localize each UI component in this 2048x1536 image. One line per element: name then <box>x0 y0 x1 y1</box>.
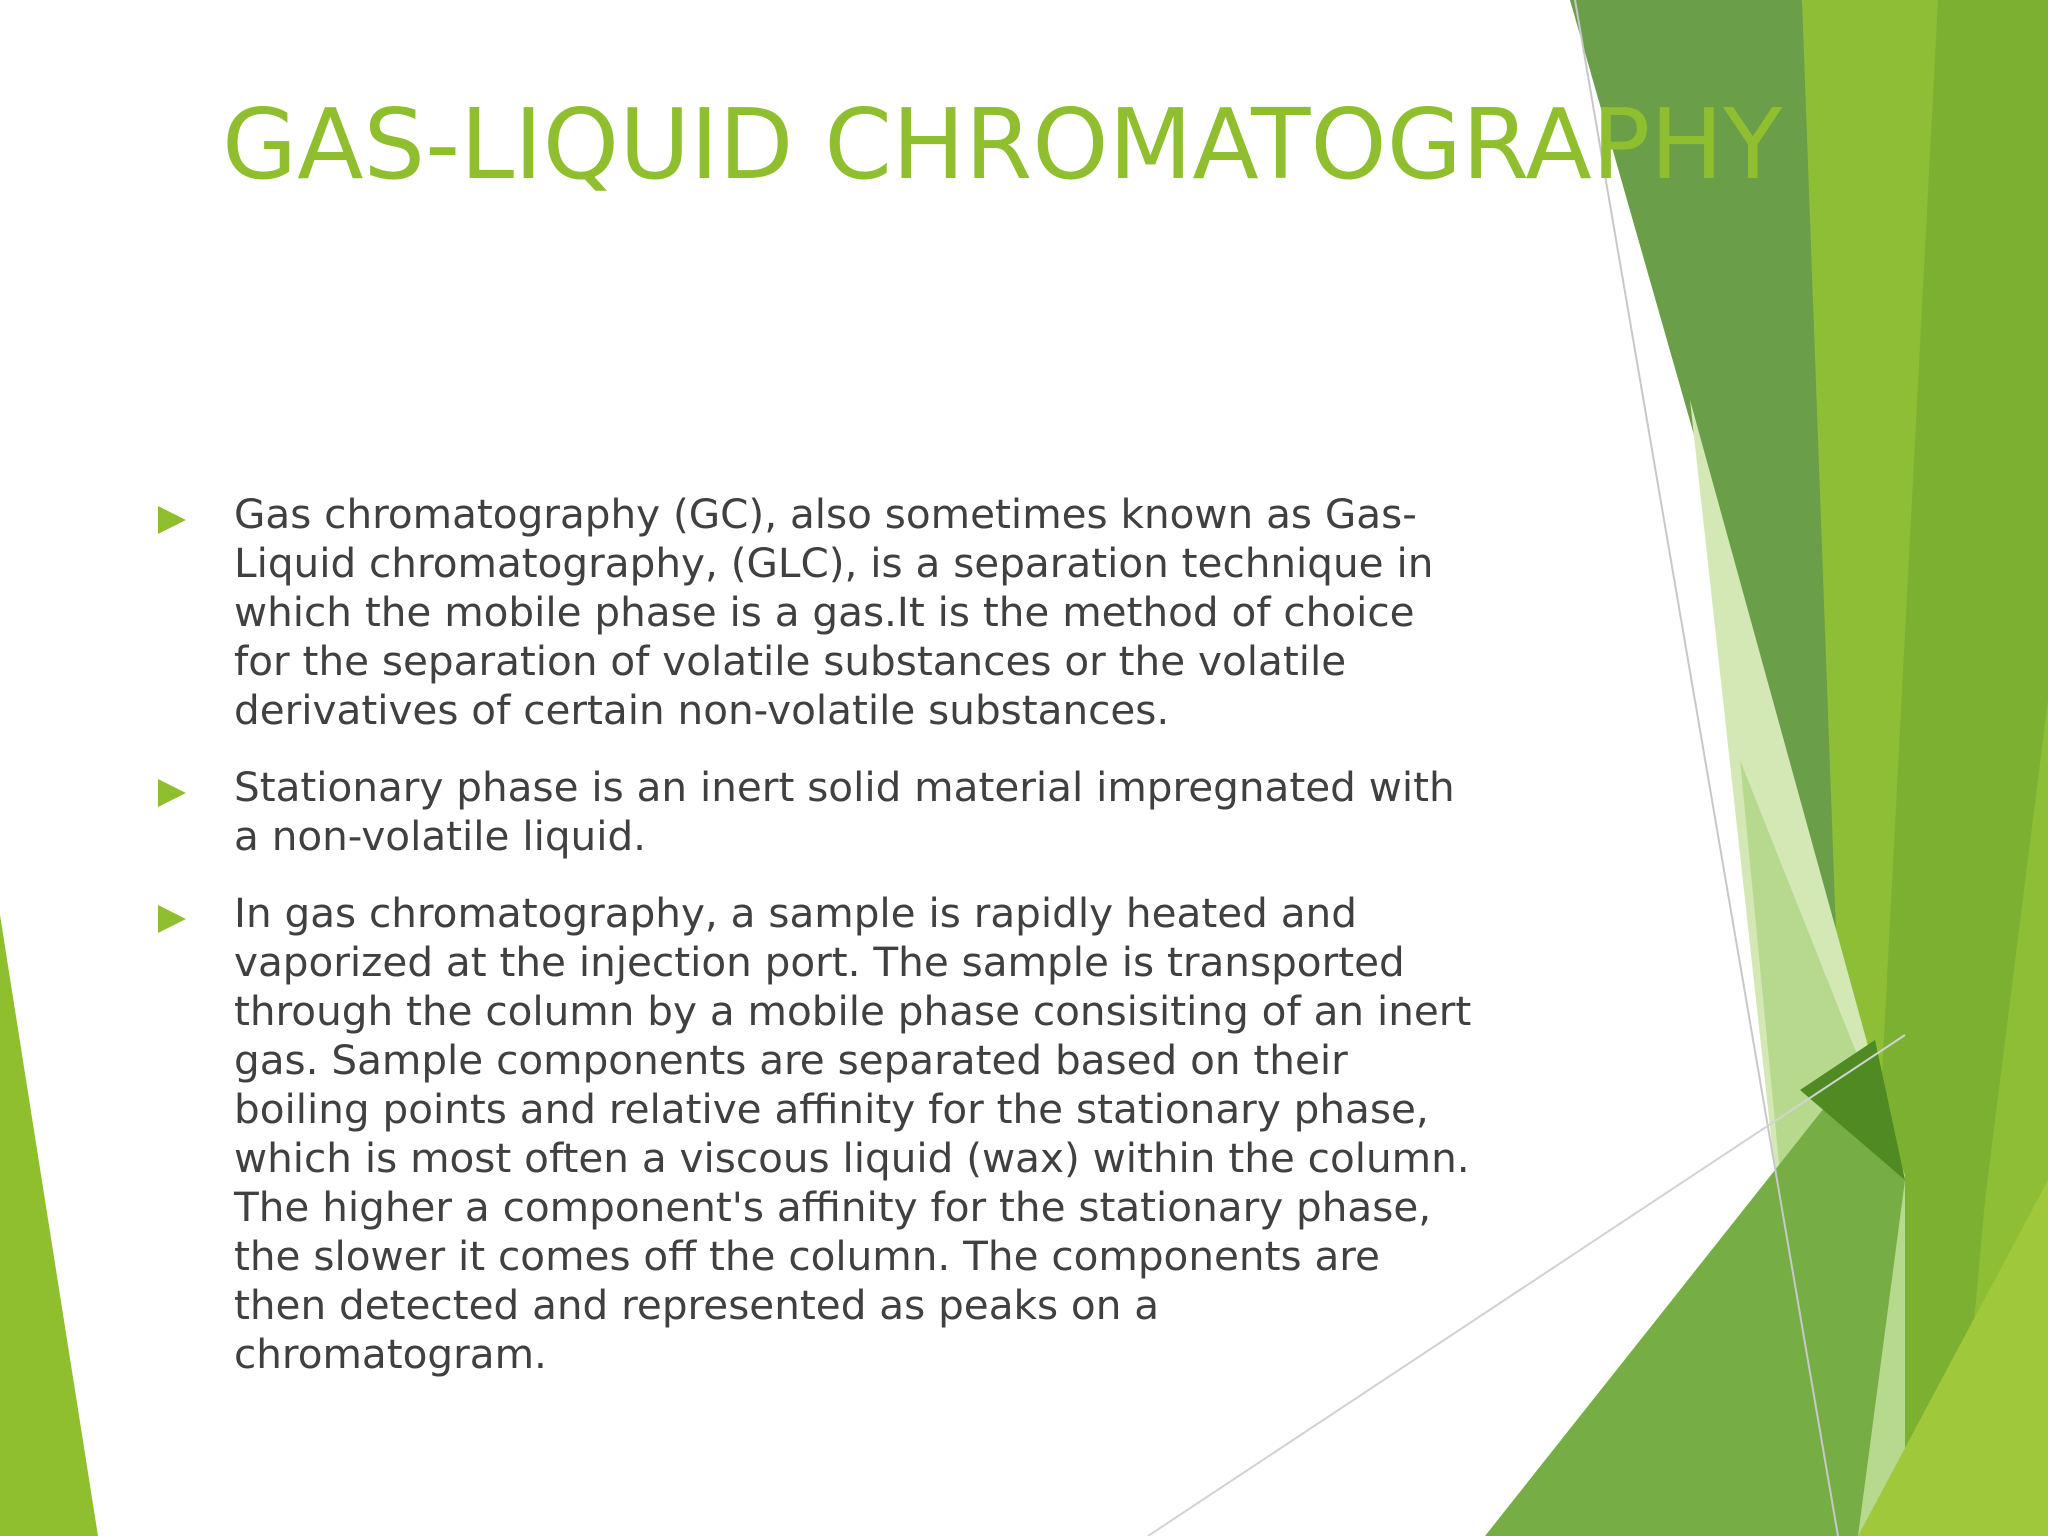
triangle-bullet-icon <box>158 506 186 534</box>
bullet-text: Gas chromatography (GC), also sometimes known as Gas-Liquid chromatography, (GLC), is a separation technique in which the mobile phase is a gas.It is the method of choice for the separation of volatile substances or the volatile derivatives of certain non-volatile substances. <box>234 490 1434 734</box>
bullet-item <box>158 490 1548 735</box>
bullet-list <box>158 490 1548 1407</box>
bullet-item <box>158 889 1548 1379</box>
left-green-sliver <box>0 915 98 1536</box>
triangle-bullet-icon <box>158 779 186 807</box>
bullet-text: Stationary phase is an inert solid material impregnated with a non-volatile liquid. <box>234 763 1455 860</box>
triangle-bullet-icon <box>158 905 186 933</box>
bullet-item <box>158 763 1548 861</box>
slide-title: GAS-LIQUID CHROMATOGRAPHY <box>222 88 1783 201</box>
bullet-text: In gas chromatography, a sample is rapidly heated and vaporized at the injection port. The sample is transported through the column by a mobile phase consisiting of an inert gas. Sample components are separated based on their boiling points and relative affinity for the stationary phase, which is most often a viscous liquid (wax) within the column. The higher a component's affinity for the stationary phase, the slower it comes off the column. The components are then detected and represented as peaks on a chromatogram. <box>234 889 1472 1378</box>
